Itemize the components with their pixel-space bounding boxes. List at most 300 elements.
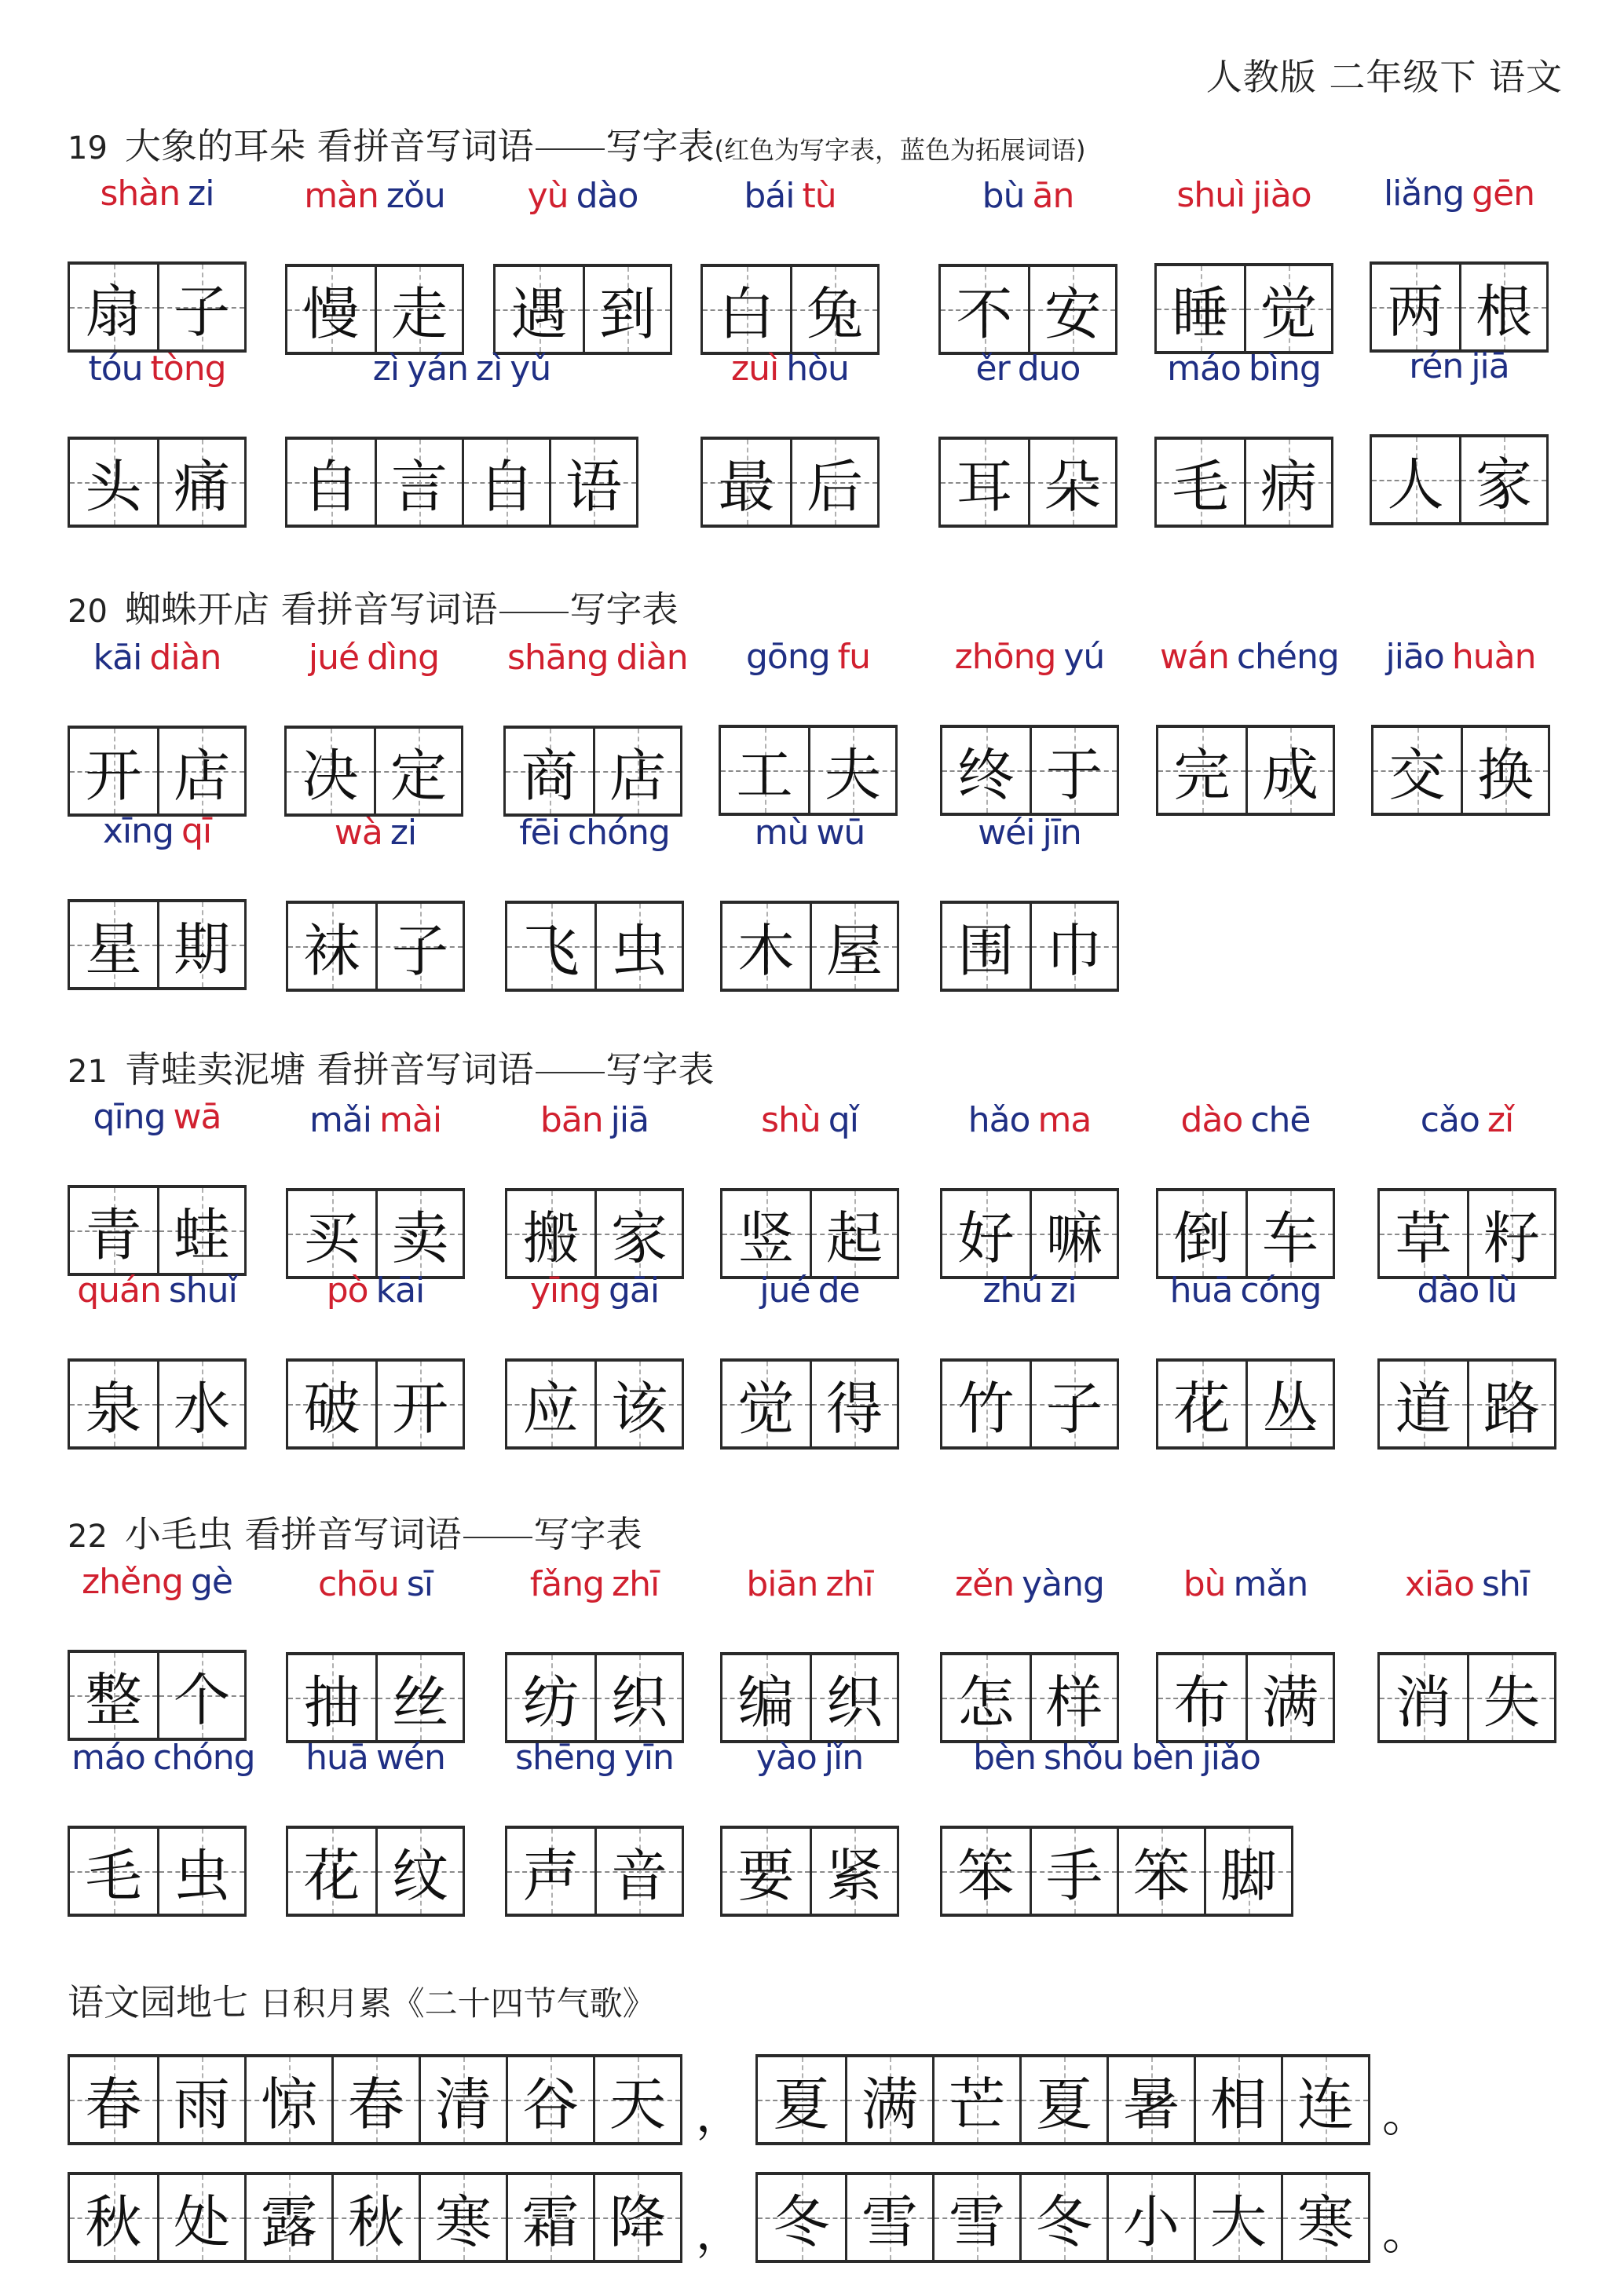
word-item	[1371, 637, 1550, 816]
pinyin-label	[940, 1270, 1119, 1311]
hanzi-character: 雪	[948, 2189, 1005, 2255]
hanzi-character: 寒	[1297, 2189, 1354, 2255]
pinyin-syllable: máo	[71, 1738, 145, 1778]
tianzige-box	[720, 1652, 899, 1743]
character-cell	[1380, 1362, 1467, 1446]
hanzi-character: 处	[173, 2189, 230, 2255]
character-cell	[1461, 728, 1548, 813]
tianzige-box	[720, 1188, 899, 1279]
hanzi-character: 相	[1209, 2071, 1267, 2137]
pinyin-label	[719, 637, 898, 677]
pinyin-syllable: zì	[372, 349, 400, 389]
character-cell	[331, 2175, 419, 2260]
character-cell	[942, 904, 1030, 989]
pinyin-syllable: wū	[816, 813, 865, 853]
pinyin-syllable: zi	[188, 174, 214, 214]
character-cell	[1158, 1655, 1245, 1740]
hanzi-character: 店	[173, 743, 230, 809]
hanzi-character: 成	[1261, 742, 1319, 808]
character-cell	[594, 1655, 682, 1740]
hanzi-character: 觉	[737, 1376, 795, 1442]
character-cell	[1019, 2175, 1106, 2260]
word-item	[284, 638, 463, 817]
hanzi-character: 丝	[391, 1669, 448, 1735]
tianzige-box	[68, 2172, 682, 2263]
pinyin-syllable: gēn	[1472, 174, 1535, 214]
hanzi-character: 病	[1260, 454, 1317, 520]
hanzi-character: 根	[1475, 279, 1532, 345]
hanzi-character: 人	[1387, 452, 1444, 517]
hanzi-character: 冬	[773, 2189, 830, 2255]
garden-subtitle: 日积月累《二十四节气歌》	[259, 1984, 656, 2023]
hanzi-character: 音	[610, 1843, 668, 1909]
word-item	[1156, 637, 1339, 816]
hanzi-character: 笨	[957, 1843, 1015, 1909]
character-cell	[1467, 1362, 1554, 1446]
pinyin-syllable: bù	[982, 176, 1025, 216]
pinyin-syllable: dào	[1417, 1270, 1480, 1311]
tianzige-box	[940, 1652, 1119, 1743]
word-item	[720, 1100, 899, 1279]
pinyin-syllable: fu	[837, 637, 871, 677]
character-cell	[157, 902, 244, 987]
hanzi-character: 霜	[521, 2189, 579, 2255]
garden-title	[68, 1974, 656, 2026]
character-cell	[1030, 728, 1117, 813]
character-cell	[507, 1829, 594, 1914]
pinyin-syllable: màn	[304, 176, 379, 216]
character-cell	[932, 2057, 1019, 2142]
hanzi-character: 头	[85, 454, 142, 520]
task-label: 看拼音写词语	[316, 1048, 534, 1091]
hanzi-character: 纹	[391, 1843, 448, 1909]
pinyin-syllable: mù	[754, 813, 809, 853]
section-number: 20	[68, 594, 108, 630]
character-cell	[1380, 1191, 1467, 1276]
hanzi-character: 秋	[347, 2189, 404, 2255]
character-cell	[244, 2057, 331, 2142]
pinyin-label	[68, 1097, 247, 1137]
tianzige-box	[1377, 1358, 1556, 1450]
hanzi-character: 清	[434, 2071, 492, 2137]
word-item	[68, 349, 247, 528]
character-cell	[496, 267, 583, 352]
pinyin-label	[938, 349, 1117, 389]
pinyin-syllable: sī	[406, 1564, 433, 1604]
pinyin-syllable: wéi	[978, 813, 1035, 853]
pinyin-syllable: jiǎo	[1202, 1738, 1260, 1778]
word-item	[68, 638, 247, 817]
tianzige-box	[68, 2054, 682, 2145]
pinyin-label	[286, 1564, 465, 1604]
hanzi-character: 子	[391, 918, 448, 984]
tianzige-box	[1370, 261, 1549, 353]
word-item	[286, 1738, 465, 1917]
hanzi-character: 草	[1395, 1205, 1452, 1271]
word-item	[505, 1738, 684, 1917]
comma-punctuation: ，	[696, 2088, 743, 2143]
character-cell	[722, 904, 810, 989]
character-cell	[288, 1655, 375, 1740]
pinyin-syllable: zì	[475, 349, 503, 389]
pinyin-label	[1377, 1100, 1556, 1140]
tianzige-box	[1156, 1358, 1335, 1450]
pinyin-label	[940, 1738, 1293, 1778]
pinyin-label	[1156, 1270, 1335, 1311]
hanzi-character: 布	[1173, 1669, 1231, 1735]
pinyin-syllable: qǐ	[828, 1100, 858, 1140]
pinyin-syllable: zhōng	[954, 637, 1056, 677]
character-cell	[507, 1655, 594, 1740]
tianzige-box	[700, 264, 880, 355]
hanzi-character: 天	[609, 2071, 666, 2137]
pinyin-syllable: xīng	[102, 811, 174, 851]
pinyin-syllable: zěn	[955, 1564, 1015, 1604]
character-cell	[810, 1655, 897, 1740]
character-cell	[157, 2175, 244, 2260]
hanzi-character: 编	[737, 1669, 795, 1735]
character-cell	[288, 1829, 375, 1914]
pinyin-syllable: xiāo	[1404, 1564, 1475, 1604]
poem-line-left	[68, 2054, 682, 2145]
pinyin-syllable: kāi	[93, 638, 142, 678]
hanzi-character: 家	[1475, 452, 1532, 517]
tianzige-box	[719, 725, 898, 816]
pinyin-syllable: quán	[77, 1270, 161, 1311]
hanzi-character: 耳	[956, 454, 1013, 520]
pinyin-syllable: gāi	[608, 1270, 660, 1311]
word-item	[493, 176, 672, 355]
tianzige-box	[755, 2054, 1370, 2145]
character-cell	[703, 440, 790, 525]
character-cell	[593, 729, 680, 813]
character-cell	[287, 440, 375, 525]
character-cell	[1245, 1655, 1333, 1740]
hanzi-character: 嘛	[1045, 1205, 1103, 1271]
pinyin-syllable: shī	[1482, 1564, 1530, 1604]
character-cell	[1106, 2175, 1194, 2260]
pinyin-syllable: wā	[173, 1097, 221, 1137]
character-cell	[506, 2175, 593, 2260]
pinyin-label	[286, 1738, 465, 1778]
tianzige-box	[700, 437, 880, 528]
tianzige-box	[493, 264, 672, 355]
pinyin-label	[1156, 1100, 1335, 1140]
pinyin-syllable: wà	[334, 813, 382, 853]
character-cell	[941, 267, 1028, 352]
dash-divider	[536, 148, 605, 150]
character-cell	[288, 1362, 375, 1446]
character-cell	[942, 1191, 1030, 1276]
character-cell	[157, 440, 244, 525]
pinyin-syllable: tù	[802, 176, 836, 216]
tianzige-box	[720, 901, 899, 992]
pinyin-label	[1377, 1270, 1556, 1311]
hanzi-character: 声	[522, 1843, 580, 1909]
hanzi-character: 走	[390, 281, 448, 347]
word-item	[700, 349, 880, 528]
hanzi-character: 抽	[303, 1669, 360, 1735]
tianzige-box	[1377, 1188, 1556, 1279]
character-cell	[375, 1829, 463, 1914]
character-cell	[942, 1655, 1030, 1740]
word-item	[720, 813, 899, 992]
color-legend-note: (红色为写字表，蓝色为拓展词语)	[714, 135, 1086, 165]
hanzi-character: 谷	[521, 2071, 579, 2137]
pinyin-syllable: diàn	[616, 638, 688, 678]
pinyin-syllable: chóng	[567, 813, 670, 853]
pinyin-syllable: jīn	[1042, 813, 1081, 853]
hanzi-character: 飞	[522, 918, 580, 984]
hanzi-character: 降	[609, 2189, 666, 2255]
character-cell	[506, 2057, 593, 2142]
word-item	[1156, 1100, 1335, 1279]
pinyin-syllable: shāng	[507, 638, 609, 678]
pinyin-syllable: yīng	[529, 1270, 601, 1311]
pinyin-syllable: máo	[1167, 349, 1241, 389]
hanzi-character: 星	[85, 916, 142, 982]
hanzi-character: 春	[347, 2071, 404, 2137]
tianzige-box	[68, 1358, 247, 1450]
pinyin-label	[720, 1564, 899, 1604]
task-label: 看拼音写词语	[280, 588, 498, 631]
dash-divider	[536, 1072, 605, 1073]
pinyin-label	[720, 1738, 899, 1778]
hanzi-character: 交	[1388, 742, 1446, 808]
pinyin-label	[286, 1270, 465, 1311]
pinyin-syllable: tóu	[88, 349, 143, 389]
hanzi-character: 夫	[824, 742, 881, 808]
character-cell	[70, 902, 157, 987]
character-cell	[1194, 2057, 1281, 2142]
pinyin-syllable: zhěng	[82, 1562, 183, 1602]
hanzi-character: 买	[303, 1205, 360, 1271]
word-item	[1377, 1564, 1556, 1743]
tianzige-box	[755, 2172, 1370, 2263]
hanzi-character: 露	[260, 2189, 317, 2255]
pinyin-label	[940, 1564, 1119, 1604]
hanzi-character: 寒	[434, 2189, 492, 2255]
character-cell	[808, 728, 895, 813]
character-cell	[70, 440, 157, 525]
pinyin-syllable: ma	[1037, 1100, 1092, 1140]
pinyin-syllable: jué	[759, 1270, 810, 1311]
suffix-label: 写字表	[569, 588, 678, 631]
word-item	[505, 1564, 684, 1743]
character-cell	[594, 904, 682, 989]
character-cell	[419, 2057, 506, 2142]
character-cell	[593, 2175, 680, 2260]
hanzi-character: 好	[957, 1205, 1015, 1271]
dash-divider	[463, 1537, 532, 1538]
character-cell	[1372, 265, 1459, 349]
character-cell	[157, 2057, 244, 2142]
tianzige-box	[720, 1358, 899, 1450]
word-item	[720, 1270, 899, 1450]
pinyin-syllable: duo	[1017, 349, 1081, 389]
pinyin-label	[1371, 637, 1550, 677]
hanzi-character: 决	[302, 743, 359, 809]
hanzi-character: 语	[565, 454, 622, 520]
pinyin-syllable: mǎi	[309, 1100, 371, 1140]
hanzi-character: 后	[806, 454, 863, 520]
pinyin-syllable: hòu	[786, 349, 849, 389]
pinyin-label	[68, 638, 247, 678]
pinyin-label	[284, 638, 463, 678]
pinyin-syllable: fǎng	[529, 1564, 605, 1604]
pinyin-label	[940, 1100, 1119, 1140]
character-cell	[1030, 904, 1117, 989]
tianzige-box	[68, 437, 247, 528]
character-cell	[593, 2057, 680, 2142]
pinyin-syllable: yán	[407, 349, 468, 389]
tianzige-box	[286, 901, 465, 992]
hanzi-character: 竹	[957, 1376, 1015, 1442]
word-item	[940, 1738, 1293, 1917]
section-number: 19	[68, 130, 108, 166]
section-number: 21	[68, 1054, 108, 1090]
hanzi-character: 店	[609, 743, 666, 809]
character-cell	[594, 1362, 682, 1446]
hanzi-character: 车	[1261, 1205, 1319, 1271]
pinyin-syllable: zhī	[612, 1564, 660, 1604]
pinyin-label	[285, 349, 638, 389]
pinyin-syllable: shēng	[515, 1738, 616, 1778]
hanzi-character: 痛	[173, 454, 230, 520]
suffix-label: 写字表	[533, 1513, 642, 1556]
character-cell	[70, 2175, 157, 2260]
hanzi-character: 雨	[173, 2071, 230, 2137]
hanzi-character: 言	[390, 454, 448, 520]
hanzi-character: 水	[173, 1376, 230, 1442]
pinyin-syllable: gōng	[745, 637, 830, 677]
tianzige-box	[938, 437, 1117, 528]
pinyin-syllable: jiāo	[1385, 637, 1444, 677]
hanzi-character: 手	[1045, 1843, 1103, 1909]
poem-line-right	[755, 2172, 1370, 2263]
character-cell	[790, 440, 877, 525]
character-cell	[810, 1829, 897, 1914]
character-cell	[70, 1188, 157, 1273]
pinyin-label	[68, 174, 247, 214]
character-cell	[1467, 1655, 1554, 1740]
character-cell	[1467, 1191, 1554, 1276]
hanzi-character: 屋	[825, 918, 883, 984]
word-item	[68, 1270, 247, 1450]
lesson-name: 青蛙卖泥塘	[124, 1048, 305, 1091]
tianzige-box	[1156, 1188, 1335, 1279]
hanzi-character: 得	[825, 1376, 883, 1442]
hanzi-character: 白	[718, 281, 775, 347]
character-cell	[375, 440, 462, 525]
pinyin-syllable: qīng	[93, 1097, 166, 1137]
hanzi-character: 消	[1395, 1669, 1452, 1735]
word-item	[286, 1100, 465, 1279]
hanzi-character: 换	[1476, 742, 1534, 808]
hanzi-character: 秋	[85, 2189, 142, 2255]
hanzi-character: 连	[1297, 2071, 1354, 2137]
word-item	[940, 813, 1119, 992]
word-item	[720, 1564, 899, 1743]
hanzi-character: 毛	[85, 1843, 142, 1909]
word-item	[286, 1564, 465, 1743]
hanzi-character: 竖	[737, 1205, 795, 1271]
character-cell	[507, 1362, 594, 1446]
pinyin-syllable: ěr	[975, 349, 1010, 389]
hanzi-character: 雪	[861, 2189, 918, 2255]
hanzi-character: 扇	[85, 279, 142, 345]
pinyin-label	[505, 1100, 684, 1140]
hanzi-character: 朵	[1044, 454, 1101, 520]
pinyin-syllable: bái	[744, 176, 795, 216]
pinyin-syllable: jué	[308, 638, 360, 678]
pinyin-label	[1370, 346, 1549, 386]
task-label: 看拼音写词语	[316, 125, 534, 167]
pinyin-syllable: chōu	[317, 1564, 399, 1604]
section-19-title	[68, 118, 1086, 170]
character-cell	[157, 1362, 244, 1446]
pinyin-syllable: chē	[1250, 1100, 1311, 1140]
hanzi-character: 不	[956, 281, 1013, 347]
pinyin-syllable: bìng	[1248, 349, 1321, 389]
word-item	[1156, 1564, 1335, 1743]
hanzi-character: 觉	[1260, 280, 1317, 346]
hanzi-character: 自	[302, 454, 360, 520]
character-cell	[942, 1362, 1030, 1446]
tianzige-box	[285, 437, 638, 528]
hanzi-character: 春	[85, 2071, 142, 2137]
tianzige-box	[940, 1358, 1119, 1450]
tianzige-box	[286, 1358, 465, 1450]
hanzi-character: 子	[173, 279, 230, 345]
word-item	[68, 174, 247, 353]
pinyin-syllable: lù	[1487, 1270, 1517, 1311]
pinyin-label	[720, 813, 899, 853]
tianzige-box	[940, 725, 1119, 816]
character-cell	[331, 2057, 419, 2142]
character-cell	[1030, 1829, 1117, 1914]
character-cell	[1373, 728, 1461, 813]
character-cell	[1281, 2175, 1368, 2260]
pinyin-syllable: yǔ	[510, 349, 551, 389]
pinyin-label	[505, 813, 684, 853]
character-cell	[790, 267, 877, 352]
character-cell	[1158, 1362, 1245, 1446]
tianzige-box	[1370, 434, 1549, 525]
word-item	[940, 1564, 1119, 1743]
hanzi-character: 个	[173, 1667, 230, 1733]
character-cell	[70, 729, 157, 813]
pinyin-syllable: jiào	[1253, 175, 1311, 215]
pinyin-label	[68, 1270, 247, 1311]
character-cell	[1372, 437, 1459, 522]
character-cell	[506, 729, 593, 813]
character-cell	[1030, 1655, 1117, 1740]
hanzi-character: 该	[610, 1376, 668, 1442]
tianzige-box	[1154, 263, 1333, 354]
character-cell	[1106, 2057, 1194, 2142]
pinyin-label	[68, 1738, 255, 1778]
hanzi-character: 花	[1173, 1376, 1231, 1442]
hanzi-character: 完	[1173, 742, 1231, 808]
character-cell	[70, 1829, 157, 1914]
pinyin-syllable: mǎn	[1233, 1564, 1308, 1604]
hanzi-character: 开	[85, 743, 142, 809]
pinyin-label	[286, 813, 465, 853]
character-cell	[594, 1829, 682, 1914]
word-item	[1154, 175, 1333, 354]
character-cell	[1281, 2057, 1368, 2142]
